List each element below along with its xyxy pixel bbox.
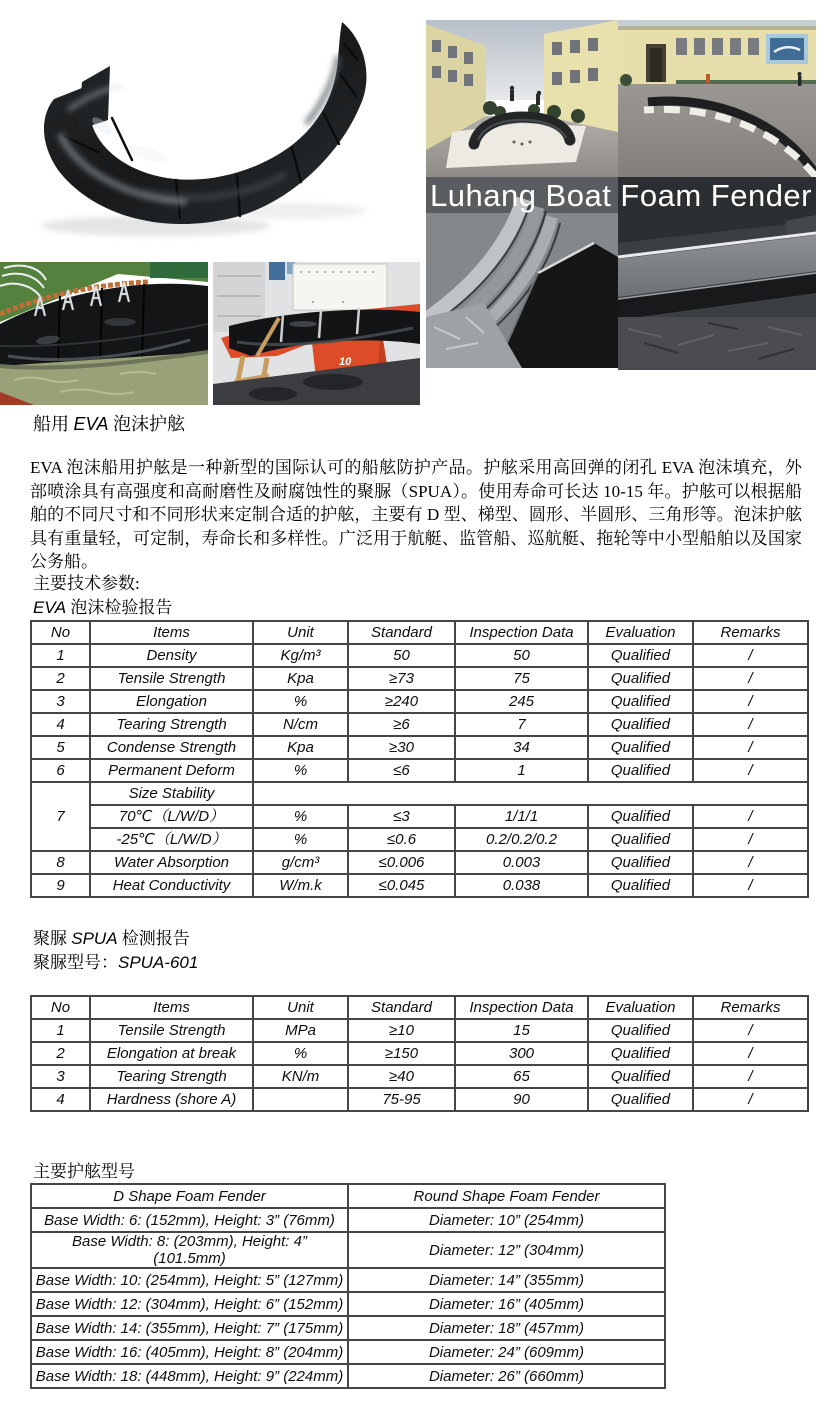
table-cell: Density bbox=[90, 644, 253, 667]
column-header: No bbox=[31, 621, 90, 644]
column-header: Unit bbox=[253, 996, 348, 1019]
table-cell: MPa bbox=[253, 1019, 348, 1042]
table-cell: 7 bbox=[31, 782, 90, 851]
photo-factory-yard-left bbox=[426, 20, 618, 177]
table-cell: Qualified bbox=[588, 736, 693, 759]
table-cell: 75 bbox=[455, 667, 588, 690]
table-row bbox=[31, 1088, 808, 1111]
table-cell: Tearing Strength bbox=[90, 713, 253, 736]
fender-models-table bbox=[30, 1183, 666, 1389]
factory-yard-left-illustration bbox=[426, 20, 618, 177]
hull-marking-10: 10 bbox=[339, 356, 352, 368]
table-cell: 75-95 bbox=[348, 1088, 455, 1111]
table-cell: 4 bbox=[31, 713, 90, 736]
table-row bbox=[31, 828, 808, 851]
table-cell bbox=[253, 1088, 348, 1111]
table-cell: Qualified bbox=[588, 828, 693, 851]
table-cell: 70℃（L/W/D） bbox=[90, 805, 253, 828]
table-cell: Qualified bbox=[588, 1042, 693, 1065]
table-cell: 245 bbox=[455, 690, 588, 713]
table-cell: / bbox=[693, 828, 808, 851]
hero-overlay-title: Luhang Boat Foam Fender bbox=[429, 178, 813, 213]
photo-factory-yard-right bbox=[618, 20, 816, 177]
table-cell: % bbox=[253, 805, 348, 828]
table-cell: Base Width: 8: (203mm), Height: 4” (101.5mm) bbox=[31, 1232, 348, 1268]
table-cell: / bbox=[693, 1019, 808, 1042]
table-cell: 2 bbox=[31, 1042, 90, 1065]
table-cell: Tensile Strength bbox=[90, 1019, 253, 1042]
table-cell: W/m.k bbox=[253, 874, 348, 897]
table-cell: Diameter: 18” (457mm) bbox=[348, 1316, 665, 1340]
table-cell: Tensile Strength bbox=[90, 667, 253, 690]
eva-foam-report-table bbox=[30, 620, 809, 898]
table-cell: Tearing Strength bbox=[90, 1065, 253, 1088]
table-cell: 300 bbox=[455, 1042, 588, 1065]
table-cell: 9 bbox=[31, 874, 90, 897]
table-cell: Qualified bbox=[588, 874, 693, 897]
table-cell: 3 bbox=[31, 1065, 90, 1088]
table-header-row bbox=[31, 996, 808, 1019]
table-cell: Diameter: 24” (609mm) bbox=[348, 1340, 665, 1364]
table-cell: % bbox=[253, 759, 348, 782]
table-cell: 3 bbox=[31, 690, 90, 713]
table-cell: Base Width: 12: (304mm), Height: 6” (152mm) bbox=[31, 1292, 348, 1316]
table-cell: Base Width: 18: (448mm), Height: 9” (224mm) bbox=[31, 1364, 348, 1388]
column-header: Items bbox=[90, 996, 253, 1019]
spua-report-zh1: 聚脲 bbox=[33, 929, 72, 948]
title-part-zh2: 泡沫护舷 bbox=[108, 414, 186, 434]
table-cell: -25℃（L/W/D） bbox=[90, 828, 253, 851]
spua-report-zh2: 检测报告 bbox=[117, 929, 190, 948]
table-cell: 1 bbox=[455, 759, 588, 782]
table-cell: Diameter: 26” (660mm) bbox=[348, 1364, 665, 1388]
table-cell: Qualified bbox=[588, 1065, 693, 1088]
table-cell: ≤3 bbox=[348, 805, 455, 828]
table-row bbox=[31, 1232, 665, 1268]
table-cell: 50 bbox=[348, 644, 455, 667]
column-header: Inspection Data bbox=[455, 621, 588, 644]
table-cell: 8 bbox=[31, 851, 90, 874]
table-cell: ≥10 bbox=[348, 1019, 455, 1042]
table-cell: 15 bbox=[455, 1019, 588, 1042]
table-cell: 5 bbox=[31, 736, 90, 759]
table-cell: / bbox=[693, 690, 808, 713]
table-cell: Elongation bbox=[90, 690, 253, 713]
table-row bbox=[31, 736, 808, 759]
table-cell: ≤0.006 bbox=[348, 851, 455, 874]
table-cell: 0.2/0.2/0.2 bbox=[455, 828, 588, 851]
table-row bbox=[31, 1065, 808, 1088]
table-row bbox=[31, 1042, 808, 1065]
table-cell: N/cm bbox=[253, 713, 348, 736]
table-cell: / bbox=[693, 713, 808, 736]
table-row bbox=[31, 1292, 665, 1316]
table-cell: Qualified bbox=[588, 851, 693, 874]
table-row bbox=[31, 1364, 665, 1388]
table-cell: Kpa bbox=[253, 736, 348, 759]
table-cell: Base Width: 6: (152mm), Height: 3” (76mm) bbox=[31, 1208, 348, 1232]
table-cell: 6 bbox=[31, 759, 90, 782]
table-cell: Qualified bbox=[588, 759, 693, 782]
table-row bbox=[31, 805, 808, 828]
table-row bbox=[31, 690, 808, 713]
section-heading-spua-report bbox=[33, 929, 190, 949]
table-cell: Diameter: 10” (254mm) bbox=[348, 1208, 665, 1232]
table-cell: Qualified bbox=[588, 805, 693, 828]
table-cell: ≥240 bbox=[348, 690, 455, 713]
section-heading-fender-models: 主要护舷型号 bbox=[33, 1162, 135, 1181]
table-cell: 1 bbox=[31, 1019, 90, 1042]
intro-paragraph: EVA 泡沫船用护舷是一种新型的国际认可的船舷防护产品。护舷采用高回弹的闭孔 EVA 泡沫填充，外部喷涂具有高强度和高耐磨性及耐腐蚀性的聚脲（SPUA）。使用寿命可长达 10-15 年。护舷可以根据船舶的不同尺寸和不同形状来定制合适的护舷，主要有 D 型、梯型、圆形、半圆形、三角形等。泡沫护舷具有重量轻，可定制，寿命长和多样性。广泛用于航艇、监管船、巡航艇、拖轮等中小型船舶以及国家公务船。 bbox=[30, 458, 802, 571]
spua-model-value: SPUA-601 bbox=[118, 953, 199, 972]
table-cell: 34 bbox=[455, 736, 588, 759]
table-cell: ≥150 bbox=[348, 1042, 455, 1065]
column-header: D Shape Foam Fender bbox=[31, 1184, 348, 1208]
table-cell: % bbox=[253, 828, 348, 851]
table-cell: ≤0.045 bbox=[348, 874, 455, 897]
eva-report-latin: EVA bbox=[33, 598, 67, 617]
photo-curved-fender bbox=[6, 6, 428, 258]
table-cell: Size Stability bbox=[90, 782, 253, 805]
table-cell: ≥6 bbox=[348, 713, 455, 736]
factory-yard-right-illustration bbox=[618, 20, 816, 177]
table-cell: Diameter: 12” (304mm) bbox=[348, 1232, 665, 1268]
spua-model-label: 聚脲型号： bbox=[33, 953, 118, 972]
table-cell: Hardness (shore A) bbox=[90, 1088, 253, 1111]
table-cell: 1 bbox=[31, 644, 90, 667]
table-cell: / bbox=[693, 667, 808, 690]
orange-boat-fender-illustration bbox=[213, 262, 420, 405]
table-cell: 2 bbox=[31, 667, 90, 690]
table-cell: ≥30 bbox=[348, 736, 455, 759]
column-header: Items bbox=[90, 621, 253, 644]
table-cell: / bbox=[693, 1088, 808, 1111]
column-header: Standard bbox=[348, 621, 455, 644]
table-cell: 1/1/1 bbox=[455, 805, 588, 828]
column-header: No bbox=[31, 996, 90, 1019]
table-cell: / bbox=[693, 759, 808, 782]
table-cell: Qualified bbox=[588, 713, 693, 736]
eva-report-zh: 泡沫检验报告 bbox=[66, 598, 173, 617]
title-part-latin: EVA bbox=[73, 414, 109, 434]
table-cell: Kpa bbox=[253, 667, 348, 690]
column-header: Unit bbox=[253, 621, 348, 644]
column-header: Evaluation bbox=[588, 621, 693, 644]
table-row bbox=[31, 782, 808, 805]
table-header-row bbox=[31, 621, 808, 644]
table-row bbox=[31, 644, 808, 667]
table-cell: Diameter: 16” (405mm) bbox=[348, 1292, 665, 1316]
table-cell: 0.003 bbox=[455, 851, 588, 874]
table-cell: Qualified bbox=[588, 667, 693, 690]
table-row bbox=[31, 1316, 665, 1340]
column-header: Inspection Data bbox=[455, 996, 588, 1019]
table-cell: Base Width: 16: (405mm), Height: 8” (204mm) bbox=[31, 1340, 348, 1364]
column-header: Evaluation bbox=[588, 996, 693, 1019]
table-cell: % bbox=[253, 1042, 348, 1065]
table-cell: / bbox=[693, 1042, 808, 1065]
table-cell: Condense Strength bbox=[90, 736, 253, 759]
table-cell: 7 bbox=[455, 713, 588, 736]
table-cell: / bbox=[693, 736, 808, 759]
title-part-zh1: 船用 bbox=[33, 414, 74, 434]
section-heading-tech-params: 主要技术参数: bbox=[33, 574, 140, 593]
table-cell: / bbox=[693, 644, 808, 667]
table-cell: / bbox=[693, 851, 808, 874]
photo-green-tug-fender bbox=[0, 262, 208, 405]
table-row bbox=[31, 713, 808, 736]
table-cell: g/cm³ bbox=[253, 851, 348, 874]
curved-fender-illustration bbox=[6, 6, 428, 258]
green-tug-fender-illustration bbox=[0, 262, 208, 405]
table-row bbox=[31, 1340, 665, 1364]
table-cell: ≥73 bbox=[348, 667, 455, 690]
photo-orange-boat-fender bbox=[213, 262, 420, 405]
column-header: Remarks bbox=[693, 996, 808, 1019]
table-cell: Qualified bbox=[588, 1088, 693, 1111]
page-title bbox=[33, 414, 185, 434]
table-cell: / bbox=[693, 874, 808, 897]
spua-report-table bbox=[30, 995, 809, 1112]
table-cell: Kg/m³ bbox=[253, 644, 348, 667]
table-cell: Base Width: 10: (254mm), Height: 5” (127mm) bbox=[31, 1268, 348, 1292]
table-cell: Permanent Deform bbox=[90, 759, 253, 782]
table-cell: Elongation at break bbox=[90, 1042, 253, 1065]
table-row bbox=[31, 1268, 665, 1292]
table-row bbox=[31, 1208, 665, 1232]
spua-model-line bbox=[33, 953, 198, 973]
table-cell: Qualified bbox=[588, 690, 693, 713]
table-cell bbox=[253, 782, 808, 805]
table-row bbox=[31, 667, 808, 690]
table-cell: Qualified bbox=[588, 1019, 693, 1042]
table-cell: ≤6 bbox=[348, 759, 455, 782]
table-cell: 0.038 bbox=[455, 874, 588, 897]
table-cell: / bbox=[693, 805, 808, 828]
column-header: Round Shape Foam Fender bbox=[348, 1184, 665, 1208]
column-header: Standard bbox=[348, 996, 455, 1019]
table-cell: Water Absorption bbox=[90, 851, 253, 874]
table-cell: Heat Conductivity bbox=[90, 874, 253, 897]
spua-report-latin: SPUA bbox=[71, 929, 118, 948]
table-cell: Diameter: 14” (355mm) bbox=[348, 1268, 665, 1292]
table-row bbox=[31, 759, 808, 782]
table-row bbox=[31, 1019, 808, 1042]
table-cell: Qualified bbox=[588, 644, 693, 667]
table-cell: 65 bbox=[455, 1065, 588, 1088]
table-cell: 50 bbox=[455, 644, 588, 667]
table-cell: / bbox=[693, 1065, 808, 1088]
column-header: Remarks bbox=[693, 621, 808, 644]
table-cell: Base Width: 14: (355mm), Height: 7” (175mm) bbox=[31, 1316, 348, 1340]
table-cell: KN/m bbox=[253, 1065, 348, 1088]
table-cell: ≤0.6 bbox=[348, 828, 455, 851]
table-cell: ≥40 bbox=[348, 1065, 455, 1088]
section-heading-eva-report bbox=[33, 598, 172, 618]
table-cell: 90 bbox=[455, 1088, 588, 1111]
table-row bbox=[31, 851, 808, 874]
table-cell: 4 bbox=[31, 1088, 90, 1111]
table-cell: % bbox=[253, 690, 348, 713]
table-header-row bbox=[31, 1184, 665, 1208]
table-row bbox=[31, 874, 808, 897]
